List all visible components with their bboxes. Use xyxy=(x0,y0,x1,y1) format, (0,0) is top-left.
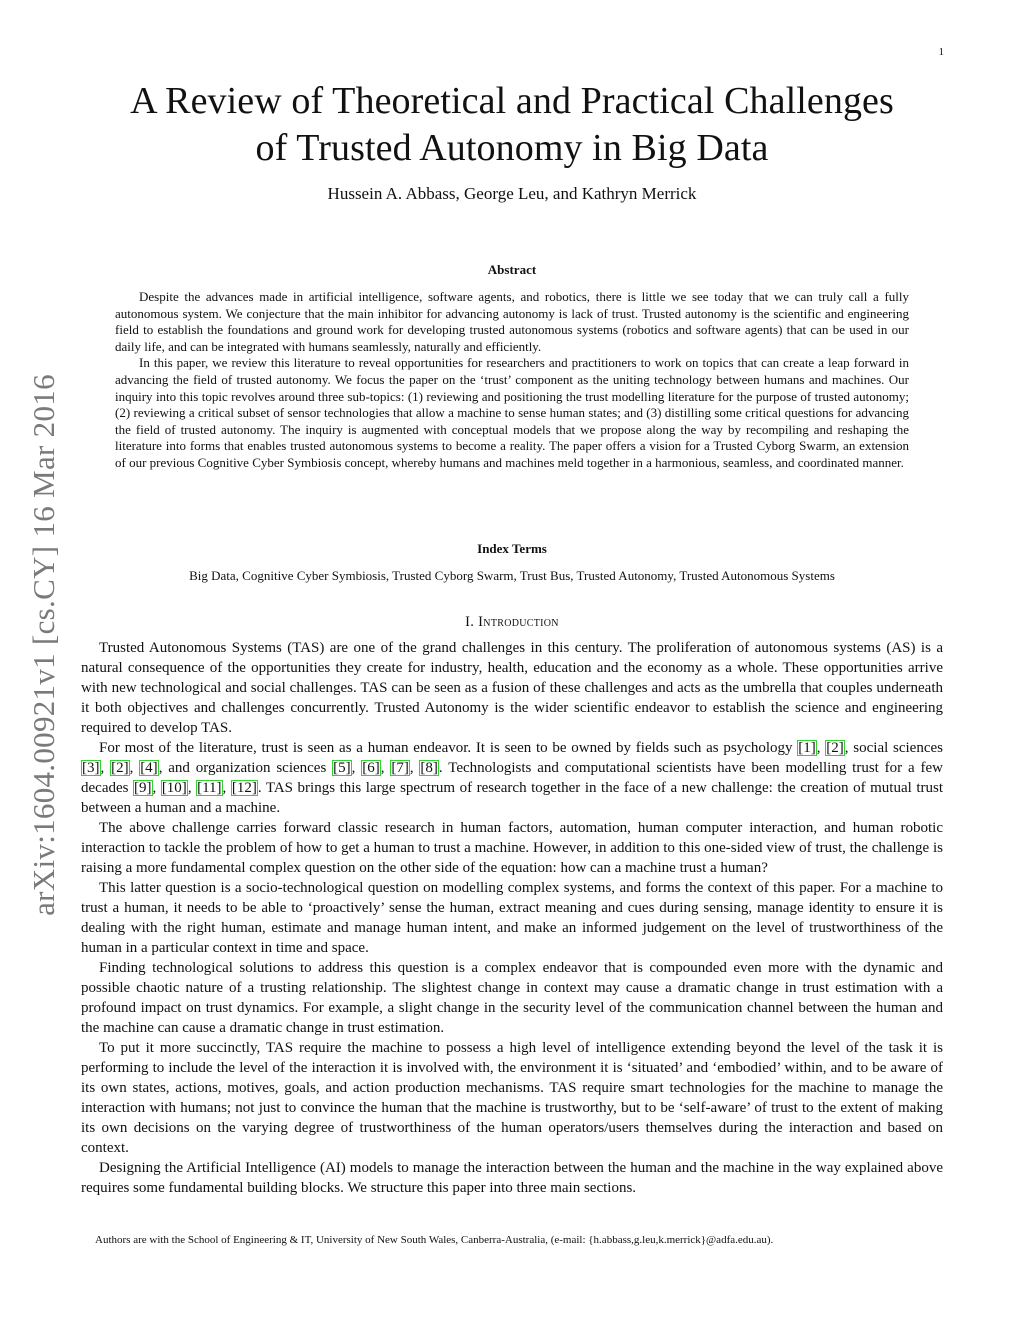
section-name: Introduction xyxy=(478,614,559,630)
body-text: . TAS brings this large spectrum of research together in the face of a new challenge: the creation of mutual trust between a human and a machine. xyxy=(81,780,944,816)
abstract-paragraph: In this paper, we review this literature to reveal opportunities for researchers and practitioners to work on topics that can create a leap forward in advancing the field of trusted autonomy. We focus the paper on the ‘trust’ component as the uniting technology between humans and machines. Our inquiry into this topic revolves around three sub-topics: (1) reviewing and positioning the trust modelling literature for the purpose of trusted autonomy; (2) reviewing a critical subset of sensor technologies that allow a machine to sense human states; and (3) distilling some critical questions for advancing the field of trusted autonomy. The inquiry is augmented with conceptual models that we propose along the way by recompiling and reshaping the literature into forms that enables trusted autonomous systems to become a reality. The paper offers a vision for a Trusted Cyborg Swarm, an extension of our previous Cognitive Cyber Symbiosis concept, whereby humans and machines meld together in a harmonious, seamless, and coordinated manner. xyxy=(115,355,909,470)
section-heading xyxy=(82,614,942,631)
author-list: Hussein A. Abbass, George Leu, and Kathryn Merrick xyxy=(327,184,697,203)
citation-link[interactable]: [8] xyxy=(420,760,438,776)
citation-separator: , xyxy=(222,780,231,796)
citation-separator: , xyxy=(380,760,391,776)
citation-link[interactable]: [6] xyxy=(362,760,380,776)
title-line: of Trusted Autonomy in Big Data xyxy=(255,127,769,169)
citation-link[interactable]: [5] xyxy=(333,760,351,776)
body-text: , and organization sciences xyxy=(158,760,333,776)
citation-separator: , xyxy=(816,740,826,756)
citation-link[interactable]: [7] xyxy=(391,760,409,776)
body-paragraph: To put it more succinctly, TAS require the machine to possess a high level of intelligence extending beyond the level of the task it is performing to include the level of the interaction it is involved with, the environment it is ‘situated’ and ‘embodied’ within, and to be aware of its own states, actions, motives, goals, and action production mechanisms. TAS require smart technologies for the machine to manage the interaction with humans; not just to convince the human that the machine is trustworthy, but to be ‘self-aware’ of trust to the extent of making its own decisions on the varying degree of trustworthiness of the human operators/users themselves during the interaction and based on context. xyxy=(81,1040,943,1156)
introduction-body xyxy=(81,638,943,1198)
section-number: I. xyxy=(465,614,475,630)
page-number: 1 xyxy=(938,46,944,58)
arxiv-identifier-stamp: arXiv:1604.00921v1 [cs.CY] 16 Mar 2016 xyxy=(26,374,61,916)
body-paragraph: Trusted Autonomous Systems (TAS) are one of the grand challenges in this century. The proliferation of autonomous systems (AS) is a natural consequence of the opportunities they create for industry, health, education and the economy as a whole. These opportunities arrive with new technological and social challenges. TAS can be seen as a fusion of these challenges and acts as the umbrella that couples underneath it both objectives and challenges concurrently. Trusted Autonomy is the wider scientific endeavor to establish the science and engineering required to develop TAS. xyxy=(81,640,943,736)
citation-separator: , xyxy=(100,760,111,776)
author-affiliation-footnote: Authors are with the School of Engineering & IT, University of New South Wales, Canberra-Australia, (e-mail: {h.abbass,g.leu,k.merrick}@adfa.edu.au). xyxy=(95,1234,774,1246)
abstract-heading: Abstract xyxy=(487,262,537,277)
citation-link[interactable]: [1] xyxy=(798,740,816,756)
body-text: For most of the literature, trust is seen as a human endeavor. It is seen to be owned by fields such as psychology xyxy=(99,740,798,756)
citation-separator: , xyxy=(152,780,161,796)
citation-separator: , xyxy=(129,760,140,776)
citation-separator: , xyxy=(187,780,197,796)
citation-link[interactable]: [12] xyxy=(231,780,257,796)
paper-title xyxy=(82,78,942,172)
citation-link[interactable]: [3] xyxy=(82,760,100,776)
citation-link[interactable]: [2] xyxy=(111,760,129,776)
body-text: . Technologists and computational scientists have been modelling trust for a few decades xyxy=(81,760,943,796)
abstract-paragraph: Despite the advances made in artificial intelligence, software agents, and robotics, there is little we see today that we can truly call a fully autonomous system. We conjecture that the main inhibitor for advancing autonomy is lack of trust. Trusted autonomy is the scientific and engineering field to establish the foundations and ground work for developing trusted autonomous systems (robotics and software agents) that can be used in our daily life, and can be integrated with humans seamlessly, naturally and efficiently. xyxy=(115,289,909,354)
index-terms-heading: Index Terms xyxy=(477,541,547,556)
body-paragraph: This latter question is a socio-technological question on modelling complex systems, and forms the context of this paper. For a machine to trust a human, it needs to be able to ‘proactively’ sense the human, extract meaning and cues during sensing, manage identity to ensure it is dealing with the right human, estimate and manage human intent, and make an informed judgement on the level of trustworthiness of the human in a particular context in time and space. xyxy=(81,880,943,956)
citation-link[interactable]: [10] xyxy=(161,780,187,796)
citation-link[interactable]: [2] xyxy=(826,740,844,756)
citation-link[interactable]: [4] xyxy=(140,760,158,776)
citation-link[interactable]: [11] xyxy=(197,780,222,796)
body-paragraph: Designing the Artificial Intelligence (AI) models to manage the interaction between the human and the machine in the way explained above requires some fundamental building blocks. We structure this paper into three main sections. xyxy=(81,1160,943,1196)
index-terms-list: Big Data, Cognitive Cyber Symbiosis, Trusted Cyborg Swarm, Trust Bus, Trusted Autonomy, Trusted Autonomous Systems xyxy=(189,568,835,583)
citation-link[interactable]: [9] xyxy=(134,780,152,796)
citation-separator: , xyxy=(409,760,420,776)
body-paragraph: Finding technological solutions to address this question is a complex endeavor that is compounded even more with the dynamic and possible chaotic nature of a trusting relationship. The slightest change in context may cause a dramatic change in trust estimation with a profound impact on trust dynamics. For example, a slight change in the security level of the communication channel between the human and the machine can cause a dramatic change in trust estimation. xyxy=(81,960,943,1036)
body-paragraph: The above challenge carries forward classic research in human factors, automation, human computer interaction, and human robotic interaction to tackle the problem of how to get a human to trust a machine. However, in addition to this one-sided view of trust, the challenge is raising a more fundamental complex question on the other side of the equation: how can a machine trust a human? xyxy=(81,820,943,876)
body-paragraph xyxy=(81,738,943,818)
title-line: A Review of Theoretical and Practical Challenges xyxy=(130,80,894,122)
citation-separator: , xyxy=(351,760,362,776)
body-text: , social sciences xyxy=(844,740,943,756)
abstract-body xyxy=(115,289,909,472)
